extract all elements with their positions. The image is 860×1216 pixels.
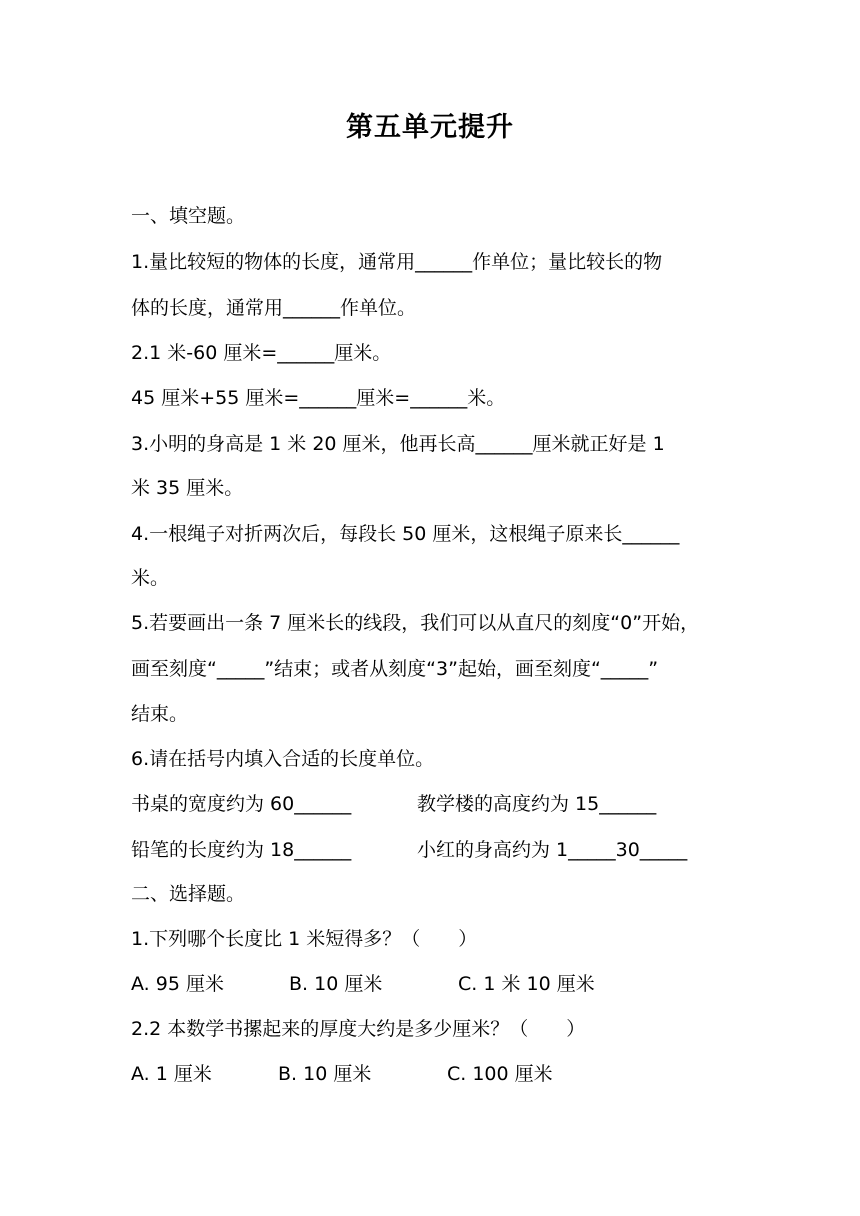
question-6-stem: 6.请在括号内填入合适的长度单位。 <box>131 748 435 770</box>
question-2-line-2: 45 厘米+55 厘米=______厘米=______米。 <box>131 387 506 409</box>
question-4-line-2: 米。 <box>131 567 170 589</box>
question-1-line-1: 1.量比较短的物体的长度，通常用______作单位；量比较长的物 <box>131 251 663 273</box>
section-heading-choice: 二、选择题。 <box>131 883 246 905</box>
choice-question-1-option-b: B. 10 厘米 <box>289 973 383 995</box>
section-heading-fill-in: 一、填空题。 <box>131 205 246 227</box>
question-5-line-3: 结束。 <box>131 703 189 725</box>
choice-question-2-option-c: C. 100 厘米 <box>447 1063 553 1085</box>
question-6-item-height: 小红的身高约为 1_____30_____ <box>417 839 688 861</box>
question-2-line-1: 2.1 米-60 厘米=______厘米。 <box>131 342 392 364</box>
choice-question-1-option-c: C. 1 米 10 厘米 <box>458 973 595 995</box>
question-1-line-2: 体的长度，通常用______作单位。 <box>131 297 417 319</box>
choice-question-2-stem: 2.2 本数学书摞起来的厚度大约是多少厘米？（ ） <box>131 1018 586 1040</box>
question-6-item-pencil: 铅笔的长度约为 18______ <box>131 839 352 861</box>
choice-question-2-option-a: A. 1 厘米 <box>131 1063 212 1085</box>
question-3-line-1: 3.小明的身高是 1 米 20 厘米，他再长高______厘米就正好是 1 <box>131 433 665 455</box>
choice-question-1-option-a: A. 95 厘米 <box>131 973 224 995</box>
question-6-item-desk: 书桌的宽度约为 60______ <box>131 793 352 815</box>
page-title: 第五单元提升 <box>346 112 514 143</box>
question-4-line-1: 4.一根绳子对折两次后，每段长 50 厘米，这根绳子原来长______ <box>131 523 680 545</box>
question-6-item-building: 教学楼的高度约为 15______ <box>417 793 657 815</box>
choice-question-2-option-b: B. 10 厘米 <box>278 1063 372 1085</box>
question-5-line-1: 5.若要画出一条 7 厘米长的线段，我们可以从直尺的刻度“0”开始， <box>131 612 700 634</box>
choice-question-1-stem: 1.下列哪个长度比 1 米短得多？（ ） <box>131 928 478 950</box>
question-3-line-2: 米 35 厘米。 <box>131 477 244 499</box>
question-5-line-2: 画至刻度“_____”结束；或者从刻度“3”起始，画至刻度“_____” <box>131 658 659 680</box>
